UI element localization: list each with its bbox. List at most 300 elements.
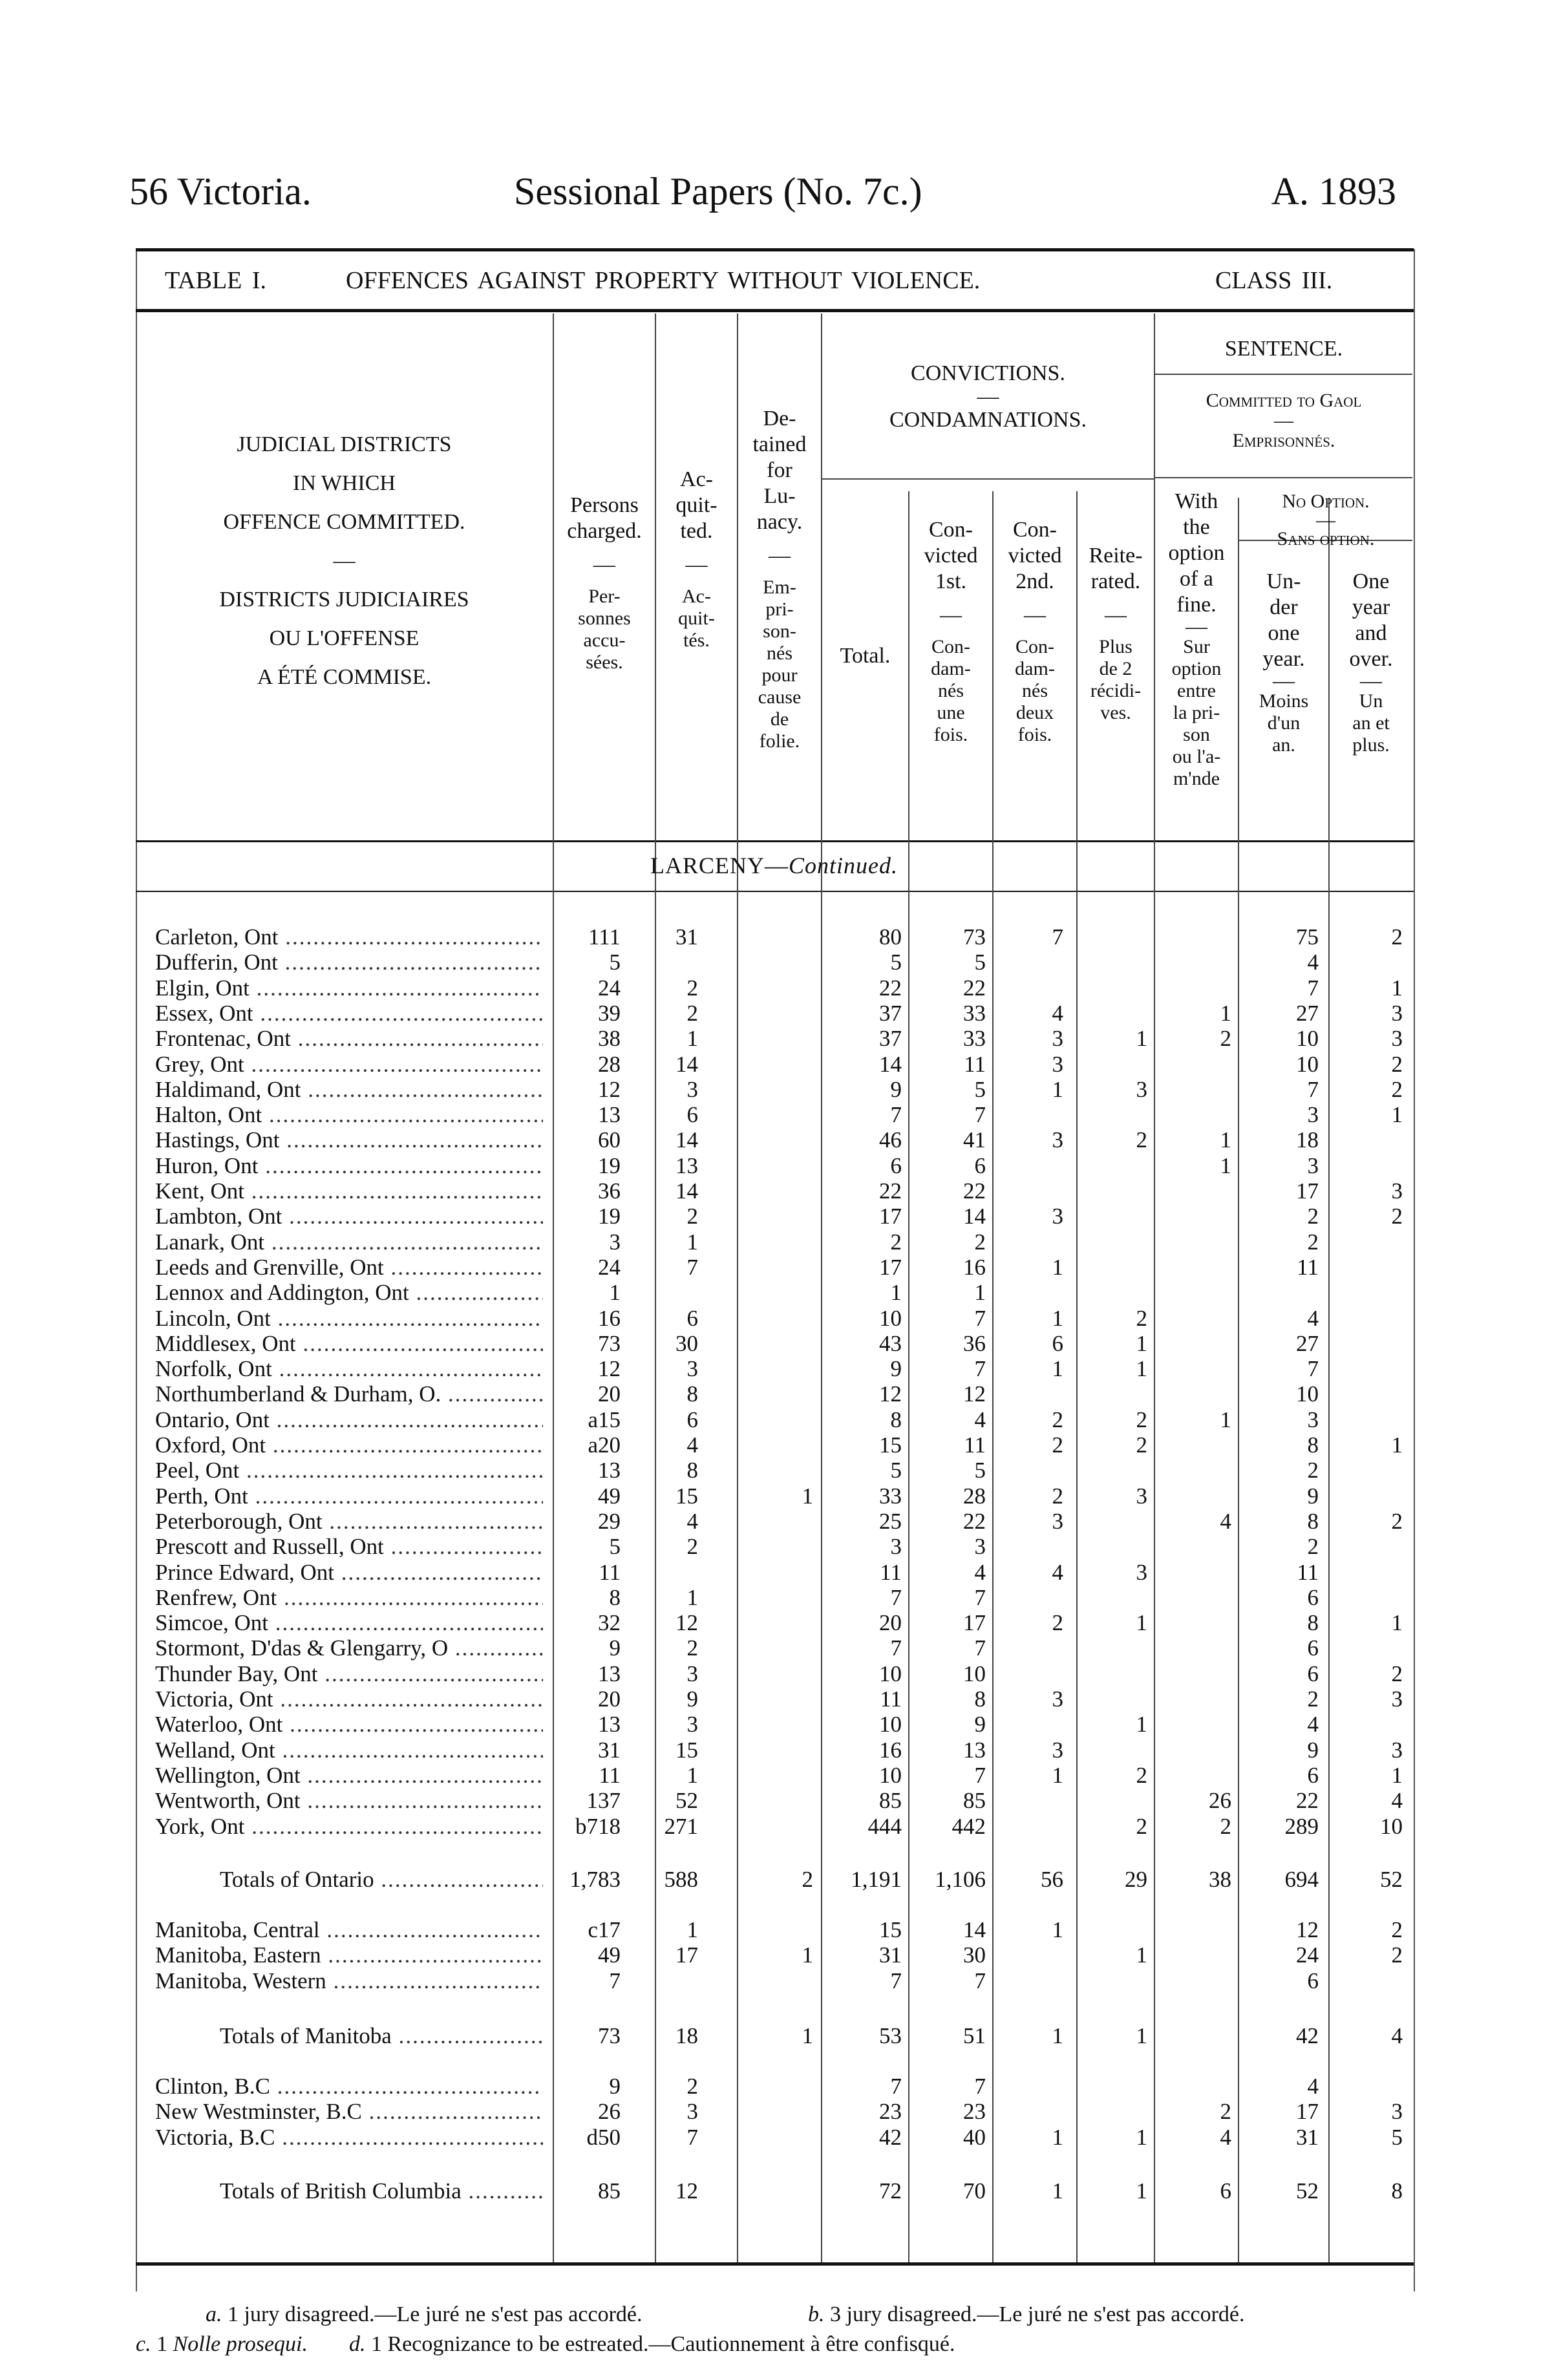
district-name: Prince Edward, Ont ..... <box>155 1560 543 1586</box>
cell-first: 13 <box>963 1737 986 1763</box>
first-header-fr2: dam- <box>931 658 971 679</box>
cell-charged: 20 <box>598 1381 621 1407</box>
table-row <box>0 1560 1541 1586</box>
title-rule <box>136 309 1414 312</box>
gaol-header <box>1155 388 1412 454</box>
cell-under-year: 6 <box>1307 1968 1319 1993</box>
cell-reiterated: 2 <box>1136 1306 1147 1331</box>
second-header-fr2: dam- <box>1015 658 1055 679</box>
cell-charged: d50 <box>586 2125 621 2150</box>
cell-fine: 1 <box>1220 1001 1231 1026</box>
cell-lunacy: 2 <box>802 1867 813 1892</box>
cell-second: 3 <box>1052 1686 1063 1712</box>
first-header <box>909 517 992 746</box>
lunacy-header-fr7: de <box>770 708 789 730</box>
cell-year-over: 3 <box>1391 2099 1403 2124</box>
lunacy-header-fr5: pour <box>761 664 798 686</box>
district-name: Lincoln, Ont ..... <box>155 1306 543 1332</box>
cell-total: 7 <box>890 1968 902 1993</box>
cell-acquitted: 588 <box>664 1867 698 1892</box>
lunacy-header-fr8: folie. <box>759 730 800 752</box>
cell-lunacy: 1 <box>802 1483 813 1509</box>
cell-under-year: 7 <box>1307 1356 1319 1381</box>
district-name: Prescott and Russell, Ont ..... <box>155 1534 543 1560</box>
first-header-en1: Con- <box>929 518 973 542</box>
district-name: Waterloo, Ont ..... <box>155 1712 543 1737</box>
cell-first: 14 <box>963 1917 986 1942</box>
section-rule <box>136 891 1414 892</box>
header-session: 56 Victoria. <box>129 170 312 213</box>
cell-under-year: 9 <box>1307 1737 1319 1763</box>
cell-total: 1,191 <box>851 1867 902 1892</box>
cell-total: 7 <box>890 1635 902 1661</box>
cell-fine: 1 <box>1220 1127 1231 1153</box>
district-name: Essex, Ont ..... <box>155 1001 543 1026</box>
cell-first: 1,106 <box>935 1867 986 1892</box>
footnote-a-text: 1 jury disagreed.—Le juré ne s'est pas accordé. <box>228 2302 643 2326</box>
cell-acquitted: 3 <box>686 1661 698 1686</box>
cell-reiterated: 1 <box>1136 1610 1147 1635</box>
cell-total: 5 <box>890 950 902 975</box>
cell-total: 17 <box>879 1255 902 1280</box>
cell-reiterated: 2 <box>1136 1763 1147 1788</box>
second-header-fr4: deux <box>1015 702 1054 723</box>
district-header-l3: OFFENCE COMMITTED. <box>223 510 465 534</box>
footnote-c <box>136 2332 308 2357</box>
cell-under-year: 4 <box>1307 2074 1319 2099</box>
year-over-header-en1: One <box>1352 569 1390 593</box>
header-sessional-papers: Sessional Papers (No. 7c.) <box>514 170 922 213</box>
cell-year-over: 2 <box>1391 924 1403 950</box>
district-header-l1: JUDICIAL DISTRICTS <box>237 432 452 456</box>
cell-reiterated: 3 <box>1136 1483 1147 1509</box>
cell-total: 22 <box>879 975 902 1001</box>
acquitted-header-fr1: Ac- <box>682 586 711 607</box>
cell-acquitted: 3 <box>686 1712 698 1737</box>
charged-header-fr2: sonnes <box>578 608 631 629</box>
cell-fine: 2 <box>1220 1814 1231 1839</box>
cell-acquitted: 14 <box>675 1178 698 1204</box>
table-row <box>0 1204 1541 1229</box>
fine-header-fr7: m'nde <box>1173 768 1220 789</box>
cell-fine: 1 <box>1220 1407 1231 1432</box>
table-row <box>0 1280 1541 1306</box>
cell-second: 1 <box>1052 1255 1063 1280</box>
cell-charged: b718 <box>575 1814 621 1839</box>
cell-total: 15 <box>879 1432 902 1458</box>
table-row <box>0 2074 1541 2099</box>
cell-year-over: 1 <box>1391 1610 1403 1635</box>
district-name: Victoria, Ont ..... <box>155 1686 543 1712</box>
cell-charged: 73 <box>598 2023 621 2048</box>
district-name: Totals of Ontario ..... <box>220 1867 543 1893</box>
cell-acquitted: 4 <box>686 1509 698 1534</box>
cell-total: 14 <box>879 1052 902 1077</box>
district-name: Stormont, D'das & Glengarry, O ..... <box>155 1635 543 1661</box>
lunacy-header-en4: Lu- <box>763 484 796 508</box>
cell-charged: a15 <box>588 1407 621 1432</box>
cell-charged: 16 <box>598 1306 621 1331</box>
district-name: Manitoba, Eastern ..... <box>155 1942 543 1968</box>
table-row <box>0 1814 1541 1840</box>
table-row <box>0 1331 1541 1357</box>
table-row <box>0 1585 1541 1611</box>
district-name: Peterborough, Ont ..... <box>155 1509 543 1535</box>
table-row <box>0 1026 1541 1052</box>
cell-acquitted: 1 <box>686 1917 698 1942</box>
fine-header-fr1: Sur <box>1183 636 1210 657</box>
cell-fine: 2 <box>1220 2099 1231 2124</box>
cell-year-over: 2 <box>1391 1204 1403 1229</box>
cell-acquitted: 15 <box>675 1737 698 1763</box>
cell-total: 7 <box>890 1585 902 1610</box>
cell-reiterated: 1 <box>1136 2178 1147 2204</box>
section-title-continued: Continued. <box>789 853 898 878</box>
cell-total: 43 <box>879 1331 902 1356</box>
district-header-fr1: DISTRICTS JUDICIAIRES <box>219 588 469 611</box>
cell-first: 7 <box>974 1968 986 1993</box>
table-row <box>0 1509 1541 1535</box>
total-header: Total. <box>840 644 891 668</box>
first-header-en2: victed <box>924 544 978 568</box>
reiterated-header-fr2: de 2 <box>1099 658 1132 679</box>
cell-total: 7 <box>890 2074 902 2099</box>
totals-row <box>0 2023 1541 2049</box>
table-row <box>0 1917 1541 1943</box>
year-over-header-fr1: Un <box>1359 690 1383 712</box>
district-name: Leeds and Grenville, Ont ..... <box>155 1255 543 1280</box>
section-title <box>137 852 1411 879</box>
district-header-fr2: OU L'OFFENSE <box>269 626 420 650</box>
cell-acquitted: 2 <box>686 1001 698 1026</box>
cell-first: 3 <box>974 1534 986 1559</box>
charged-header-dash: — <box>593 553 615 577</box>
cell-total: 85 <box>879 1788 902 1813</box>
year-over-header-en3: and <box>1355 621 1387 645</box>
second-header-fr3: nés <box>1022 680 1048 701</box>
cell-charged: 12 <box>598 1356 621 1381</box>
acquitted-header-en1: Ac- <box>680 467 713 491</box>
cell-under-year: 12 <box>1296 1917 1319 1942</box>
table-row <box>0 1686 1541 1712</box>
cell-under-year: 694 <box>1284 1867 1319 1892</box>
cell-year-over: 3 <box>1391 1178 1403 1204</box>
cell-total: 11 <box>880 1560 902 1585</box>
table-row <box>0 924 1541 950</box>
district-name: Thunder Bay, Ont ..... <box>155 1661 543 1687</box>
cell-acquitted: 31 <box>675 924 698 950</box>
cell-total: 10 <box>879 1712 902 1737</box>
cell-first: 23 <box>963 2099 986 2124</box>
cell-total: 15 <box>879 1917 902 1942</box>
cell-total: 25 <box>879 1509 902 1534</box>
fine-header-fr2: option <box>1171 658 1222 679</box>
fine-header-en5: fine. <box>1176 593 1217 617</box>
cell-acquitted: 17 <box>675 1942 698 1968</box>
fine-header-dash: — <box>1185 615 1207 639</box>
charged-header-fr4: sées. <box>586 652 623 673</box>
cell-under-year: 10 <box>1296 1026 1319 1051</box>
cell-first: 11 <box>964 1052 986 1077</box>
district-name: Oxford, Ont ..... <box>155 1432 543 1458</box>
reiterated-header <box>1078 543 1154 724</box>
cell-charged: 137 <box>586 1788 621 1813</box>
gaol-header-en: Committed to Gaol <box>1206 390 1362 411</box>
cell-acquitted: 1 <box>686 1763 698 1788</box>
district-name: Dufferin, Ont ..... <box>155 950 543 975</box>
cell-under-year: 9 <box>1307 1483 1319 1509</box>
table-row <box>0 1483 1541 1509</box>
cell-under-year: 6 <box>1307 1763 1319 1788</box>
gaol-header-dash: — <box>1274 410 1293 431</box>
cell-fine: 2 <box>1220 1026 1231 1051</box>
first-header-fr5: fois. <box>933 724 968 745</box>
cell-total: 3 <box>890 1534 902 1559</box>
cell-first: 33 <box>963 1001 986 1026</box>
cell-second: 3 <box>1052 1204 1063 1229</box>
cell-charged: 19 <box>598 1153 621 1178</box>
year-over-header-en4: over. <box>1349 647 1393 671</box>
under-year-header-en2: der <box>1270 595 1298 619</box>
table-row <box>0 1306 1541 1332</box>
cell-first: 1 <box>974 1280 986 1305</box>
cell-charged: 49 <box>598 1942 621 1968</box>
under-year-header-fr2: d'un <box>1267 712 1301 734</box>
year-over-header <box>1330 569 1412 756</box>
cell-total: 23 <box>879 2099 902 2124</box>
cell-total: 11 <box>880 1686 902 1712</box>
cell-second: 3 <box>1052 1737 1063 1763</box>
cell-fine: 4 <box>1220 1509 1231 1534</box>
cell-under-year: 52 <box>1296 2178 1319 2204</box>
sentence-rule <box>1154 374 1412 375</box>
cell-year-over: 3 <box>1391 1686 1403 1712</box>
lunacy-header-en2: tained <box>752 432 807 456</box>
acquitted-header-en2: quit- <box>675 493 717 517</box>
gaol-header-fr: Emprisonnés. <box>1232 430 1335 451</box>
cell-reiterated: 2 <box>1136 1407 1147 1432</box>
cell-reiterated: 3 <box>1136 1077 1147 1102</box>
cell-under-year: 17 <box>1296 2099 1319 2124</box>
cell-charged: 49 <box>598 1483 621 1509</box>
year-over-header-fr2: an et <box>1352 712 1390 734</box>
cell-charged: 13 <box>598 1102 621 1127</box>
fine-header-en4: of a <box>1180 567 1213 591</box>
table-row <box>0 1712 1541 1737</box>
charged-header-en2: charged. <box>567 519 642 543</box>
sentence-header: SENTENCE. <box>1224 337 1343 361</box>
cell-under-year: 289 <box>1284 1814 1319 1839</box>
charged-header-en1: Persons <box>570 493 639 517</box>
cell-under-year: 11 <box>1297 1560 1319 1585</box>
cell-charged: 39 <box>598 1001 621 1026</box>
lunacy-header-fr3: son- <box>763 621 796 642</box>
fine-header-fr4: la pri- <box>1173 702 1220 723</box>
district-name: Wentworth, Ont ..... <box>155 1788 543 1814</box>
cell-second: 2 <box>1052 1610 1063 1635</box>
fine-header-fr6: ou l'a- <box>1172 746 1221 767</box>
table-heading: OFFENCES AGAINST PROPERTY WITHOUT VIOLENCE. <box>346 267 981 294</box>
under-year-header-fr3: an. <box>1272 734 1295 756</box>
cell-under-year: 2 <box>1307 1534 1319 1559</box>
page-header <box>129 169 1396 221</box>
table-row <box>0 2099 1541 2125</box>
fine-header-fr5: son <box>1183 724 1210 745</box>
district-name: Grey, Ont ..... <box>155 1052 543 1078</box>
cell-first: 16 <box>963 1255 986 1280</box>
footnote-d <box>349 2332 955 2357</box>
no-option-header <box>1239 490 1412 551</box>
footnote-b-text: 3 jury disagreed.—Le juré ne s'est pas accordé. <box>830 2302 1245 2326</box>
cell-acquitted: 13 <box>675 1153 698 1178</box>
table-row <box>0 1077 1541 1103</box>
table-row <box>0 1635 1541 1661</box>
cell-fine: 6 <box>1220 2178 1231 2204</box>
cell-first: 51 <box>963 2023 986 2048</box>
convictions-header <box>822 357 1154 437</box>
cell-reiterated: 1 <box>1136 1026 1147 1051</box>
cell-second: 1 <box>1052 2023 1063 2048</box>
cell-under-year: 6 <box>1307 1585 1319 1610</box>
gaol-rule <box>1154 477 1412 478</box>
cell-first: 36 <box>963 1331 986 1356</box>
district-name: York, Ont ..... <box>155 1814 543 1840</box>
cell-charged: 1 <box>609 1280 621 1305</box>
first-header-dash: — <box>940 603 962 627</box>
district-name: Totals of Manitoba ..... <box>220 2023 543 2049</box>
cell-first: 4 <box>974 1560 986 1585</box>
under-year-header-en3: one <box>1268 621 1300 645</box>
lunacy-header-fr6: cause <box>758 686 802 708</box>
cell-charged: 5 <box>609 950 621 975</box>
cell-total: 12 <box>879 1381 902 1407</box>
fine-header <box>1155 489 1238 790</box>
table-row <box>0 1127 1541 1153</box>
cell-total: 6 <box>890 1153 902 1178</box>
cell-year-over: 3 <box>1391 1001 1403 1026</box>
cell-acquitted: 6 <box>686 1306 698 1331</box>
district-header-dash: — <box>333 549 356 573</box>
district-name: Perth, Ont ..... <box>155 1483 543 1509</box>
cell-charged: 29 <box>598 1509 621 1534</box>
district-name: New Westminster, B.C ..... <box>155 2099 543 2125</box>
cell-charged: c17 <box>588 1917 621 1942</box>
first-header-fr4: une <box>937 702 965 723</box>
cell-reiterated: 1 <box>1136 1356 1147 1381</box>
cell-year-over: 3 <box>1391 1737 1403 1763</box>
district-name: Ontario, Ont ..... <box>155 1407 543 1433</box>
cell-total: 10 <box>879 1661 902 1686</box>
reiterated-header-dash: — <box>1105 603 1127 627</box>
footnote-d-mark: d. <box>349 2332 366 2356</box>
cell-acquitted: 7 <box>686 2125 698 2150</box>
cell-charged: 13 <box>598 1458 621 1483</box>
cell-first: 7 <box>974 1635 986 1661</box>
cell-first: 22 <box>963 1178 986 1204</box>
under-year-header-en1: Un- <box>1266 569 1301 593</box>
cell-reiterated: 3 <box>1136 1560 1147 1585</box>
cell-second: 1 <box>1052 1917 1063 1942</box>
table-row <box>0 1661 1541 1687</box>
section-title-main: LARCENY— <box>650 853 789 878</box>
cell-total: 7 <box>890 1102 902 1127</box>
cell-second: 1 <box>1052 2178 1063 2204</box>
cell-acquitted: 6 <box>686 1407 698 1432</box>
lunacy-header-en3: for <box>767 458 792 482</box>
cell-under-year: 31 <box>1296 2125 1319 2150</box>
table-row <box>0 1458 1541 1483</box>
cell-total: 42 <box>879 2125 902 2150</box>
cell-first: 5 <box>974 1077 986 1102</box>
table-row <box>0 975 1541 1001</box>
cell-first: 5 <box>974 1458 986 1483</box>
cell-acquitted: 7 <box>686 1255 698 1280</box>
cell-first: 73 <box>963 924 986 950</box>
cell-acquitted: 18 <box>675 2023 698 2048</box>
cell-second: 1 <box>1052 2125 1063 2150</box>
district-name: Frontenac, Ont ..... <box>155 1026 543 1052</box>
cell-first: 7 <box>974 2074 986 2099</box>
second-header-en3: 2nd. <box>1015 569 1054 593</box>
cell-charged: 3 <box>609 1229 621 1255</box>
cell-total: 31 <box>879 1942 902 1968</box>
cell-charged: 32 <box>598 1610 621 1635</box>
cell-under-year: 2 <box>1307 1229 1319 1255</box>
lunacy-header-dash: — <box>769 544 791 568</box>
table-row <box>0 1356 1541 1382</box>
cell-total: 10 <box>879 1763 902 1788</box>
fine-header-en1: With <box>1174 489 1218 513</box>
under-year-header-en4: year. <box>1262 647 1305 671</box>
charged-header-fr1: Per- <box>588 586 621 607</box>
footnote-c-italic: Nolle prosequi. <box>173 2332 308 2356</box>
cell-acquitted: 4 <box>686 1432 698 1458</box>
district-name: Victoria, B.C ..... <box>155 2125 543 2151</box>
cell-acquitted: 14 <box>675 1052 698 1077</box>
no-option-header-fr: Sans option. <box>1277 528 1375 549</box>
cell-under-year: 22 <box>1296 1788 1319 1813</box>
under-year-header-dash: — <box>1273 669 1295 693</box>
fine-header-en2: the <box>1183 515 1210 539</box>
table-row <box>0 2125 1541 2151</box>
under-year-header-fr1: Moins <box>1259 690 1309 712</box>
first-header-fr1: Con- <box>931 636 970 657</box>
year-over-header-dash: — <box>1360 669 1382 693</box>
second-header-dash: — <box>1024 603 1046 627</box>
lunacy-header-en1: De- <box>763 407 796 430</box>
cell-charged: 85 <box>598 2178 621 2204</box>
reiterated-header-fr4: ves. <box>1100 702 1131 723</box>
cell-reiterated: 2 <box>1136 1814 1147 1839</box>
cell-total: 8 <box>890 1407 902 1432</box>
cell-reiterated: 2 <box>1136 1432 1147 1458</box>
table-row <box>0 1763 1541 1789</box>
acquitted-header <box>656 467 737 652</box>
cell-second: 1 <box>1052 1077 1063 1102</box>
district-name: Welland, Ont ..... <box>155 1737 543 1763</box>
cell-reiterated: 1 <box>1136 2125 1147 2150</box>
cell-lunacy: 1 <box>802 1942 813 1968</box>
cell-fine: 38 <box>1209 1867 1231 1892</box>
cell-total: 444 <box>867 1814 902 1839</box>
lunacy-header-en5: nacy. <box>756 510 803 534</box>
cell-charged: 7 <box>609 1968 621 1993</box>
cell-acquitted: 3 <box>686 1356 698 1381</box>
cell-acquitted: 52 <box>675 1788 698 1813</box>
cell-second: 3 <box>1052 1052 1063 1077</box>
cell-year-over: 2 <box>1391 1509 1403 1534</box>
cell-fine: 26 <box>1209 1788 1231 1813</box>
